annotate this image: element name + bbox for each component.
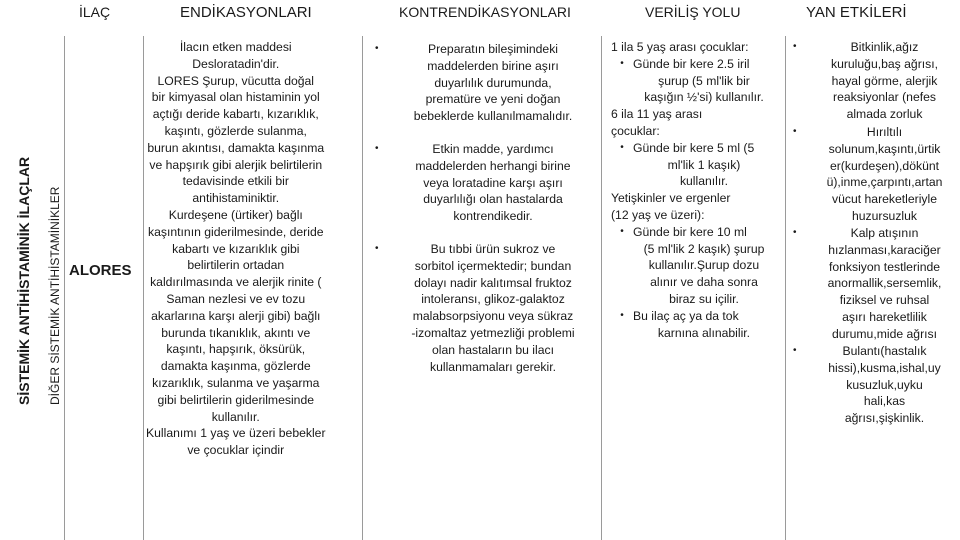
bullet-icon: • (793, 227, 797, 238)
side-effect-line: hissi),kusma,ishal,uy (828, 360, 941, 375)
side-effect-line: anormallik,sersemlik, (827, 276, 942, 291)
side-effect-item (793, 343, 956, 427)
indication-line: kaldırılmasında ve alerjik rinite ( (150, 275, 322, 290)
side-effect-line: aşırı hareketlilik (842, 309, 927, 324)
administration-line (611, 325, 783, 342)
header-ilac: İLAÇ (79, 4, 111, 20)
side-effect-item (793, 225, 956, 343)
contraindication-line: -izomaltaz yetmezliği problemi (411, 325, 575, 340)
contraindication-line: malabsorpsiyonu veya sükraz (412, 309, 574, 324)
administration-line (611, 56, 783, 73)
contraindication-line: Bu tıbbi ürün sukroz ve (430, 242, 556, 256)
contraindication-line: kullanmamaları gerekir. (430, 359, 556, 374)
contraindication-line-text (395, 241, 591, 375)
administration-column (611, 39, 783, 341)
administration-text: (12 yaş ve üzeri): (611, 207, 705, 222)
side-effect-line: ağrısı,şişkinlik. (844, 411, 925, 426)
indication-line: Kullanımı 1 yaş ve üzeri bebekler (146, 426, 326, 441)
side-effect-line: durumu,mide ağrısı (832, 326, 937, 341)
administration-line (611, 241, 783, 258)
contraindication-item (375, 241, 591, 375)
administration-line (611, 257, 783, 274)
administration-text: çocuklar: (611, 123, 660, 138)
column-divider (362, 36, 363, 540)
administration-text: ml'lik 1 kaşık) (667, 157, 741, 172)
administration-line (611, 157, 783, 174)
column-divider (64, 36, 65, 540)
contraindication-line: maddelerden birine aşırı (427, 58, 559, 73)
administration-line (611, 207, 783, 224)
contraindication-line: Preparatın bileşimindeki (427, 42, 559, 56)
indications-column (146, 39, 326, 459)
indication-line: kaşıntı, gözlerde sulanma, (164, 123, 307, 138)
administration-text: kaşığın ½'si) kullanılır. (644, 90, 764, 105)
side-effect-line-text (813, 124, 956, 225)
administration-text: (5 ml'lik 2 kaşık) şurup (643, 241, 765, 256)
side-effect-line: Bulantı(hastalık (842, 344, 927, 358)
side-effect-line: hızlanması,karaciğer (828, 242, 941, 257)
bullet-icon: • (375, 143, 379, 154)
side-effect-line: ü),inme,çarpıntı,artan (826, 175, 943, 190)
side-effect-line: kuruluğu,baş ağrısı, (830, 56, 939, 71)
indication-line: tedavisinde etkili bir (182, 174, 289, 189)
bullet-icon: • (793, 41, 797, 52)
administration-text: şurup (5 ml'lik bir (658, 73, 750, 88)
administration-text: Günde bir kere 10 ml (633, 224, 747, 239)
bullet-icon: • (620, 225, 624, 237)
header-yan-etkileri: YAN ETKİLERİ (806, 4, 907, 21)
administration-line (611, 89, 783, 106)
bullet-icon: • (375, 243, 379, 254)
indication-line: kızarıklık, sulanma ve yaşarma (152, 375, 320, 390)
indication-line: kullanılır. (211, 409, 260, 424)
indication-line: Kurdeşene (ürtiker) bağlı (168, 207, 303, 222)
contraindication-line: intoleransı, glikoz-galaktoz (421, 292, 565, 307)
side-effect-line: er(kurdeşen),dökünt (829, 158, 940, 173)
side-effect-line: reaksiyonlar (nefes (833, 90, 936, 105)
side-effect-line: fonksiyon testlerinde (828, 259, 941, 274)
contraindication-line: duyarlılık durumunda, (434, 75, 552, 90)
side-effect-line: kusuzluk,uyku (846, 377, 923, 392)
indication-line: akarlarına karşı alerji gibi) bağlı (151, 308, 321, 323)
side-sub-title: DİĞER SİSTEMİK ANTİHİSTAMİNİKLER (48, 186, 62, 405)
administration-line (611, 308, 783, 325)
indication-line: kaşıntı, hapşırık, öksürük, (166, 342, 306, 357)
side-effect-line-text (813, 225, 956, 343)
side-effect-line: Hırıltılı (866, 125, 903, 139)
indication-line: İlacın etken maddesi (179, 40, 292, 54)
administration-line (611, 190, 783, 207)
administration-line (611, 291, 783, 308)
indication-line: ve çocuklar içindir (187, 443, 285, 458)
contraindication-line-text (395, 141, 591, 225)
side-effect-line: hali,kas (863, 394, 906, 409)
contraindication-line: duyarlılığı olan hastalarda (423, 192, 563, 207)
column-divider (785, 36, 786, 540)
administration-text: Bu ilaç aç ya da tok (633, 308, 739, 323)
side-effect-line-text (813, 343, 956, 427)
administration-text: biraz su içilir. (669, 291, 739, 306)
administration-line (611, 274, 783, 291)
side-main-title: SİSTEMİK ANTİHİSTAMİNİK İLAÇLAR (16, 156, 32, 405)
contraindication-line: prematüre ve yeni doğan (425, 92, 561, 107)
administration-text: karnına alınabilir. (657, 325, 751, 340)
bullet-icon: • (793, 126, 797, 137)
administration-text: kullanılır.Şurup dozu (648, 258, 760, 273)
drug-name: ALORES (69, 262, 132, 279)
administration-line (611, 39, 783, 56)
indication-line: Saman nezlesi ve ev tozu (166, 291, 306, 306)
side-effect-item (793, 124, 956, 225)
bullet-icon: • (620, 57, 624, 69)
administration-text: alınır ve daha sonra (650, 275, 758, 290)
indication-line: antihistaminiktir. (192, 191, 280, 206)
indication-line: kabartı ve kızarıklık gibi (172, 241, 300, 256)
administration-text: 1 ila 5 yaş arası çocuklar: (611, 40, 749, 54)
administration-line (611, 224, 783, 241)
indication-line: gibi belirtilerin giderilmesinde (157, 392, 314, 407)
indication-line: damakta kaşınma, gözlerde (160, 359, 311, 374)
side-effect-line: Kalp atışının (850, 226, 919, 240)
administration-line (611, 73, 783, 90)
bullet-icon: • (375, 43, 379, 54)
administration-line (611, 106, 783, 123)
administration-line (611, 123, 783, 140)
indication-line: LORES Şurup, vücutta doğal (157, 73, 315, 88)
side-effect-line: Bitkinlik,ağız (850, 40, 919, 54)
administration-line (611, 140, 783, 157)
indication-line: burunda tıkanıklık, akıntı ve (161, 325, 311, 340)
contraindication-line: kontrendikedir. (453, 209, 533, 224)
administration-text: Günde bir kere 5 ml (5 (633, 140, 755, 155)
indication-line: belirtilerin ortadan (187, 258, 285, 273)
contraindication-line: olan hastaların bu ilacı (432, 342, 554, 357)
administration-text: 6 ila 11 yaş arası (611, 107, 703, 122)
header-endikasyon: ENDİKASYONLARI (180, 4, 312, 21)
side-effect-line: hayal görme, alerjik (831, 73, 938, 88)
administration-text: Yetişkinler ve ergenler (611, 191, 731, 206)
contraindication-line: sorbitol içermektedir; bundan (414, 258, 572, 273)
administration-text: Günde bir kere 2.5 iril (633, 56, 750, 71)
indication-line: bir kimyasal olan histaminin yol (151, 90, 320, 105)
header-verilis-yolu: VERİLİŞ YOLU (645, 4, 741, 20)
side-effect-item (793, 39, 956, 123)
indication-line: ve hapşırık gibi alerjik belirtilerin (149, 157, 323, 172)
contraindication-line: maddelerden herhangi birine (415, 158, 571, 173)
side-effect-line: vücut hareketleriyle (832, 192, 937, 207)
bullet-icon: • (620, 309, 624, 321)
side-effect-line: huzursuzluk (851, 208, 918, 223)
administration-text: kullanılır. (679, 174, 729, 189)
column-divider (601, 36, 602, 540)
indication-line: Desloratadin'dir. (192, 56, 280, 71)
bullet-icon: • (793, 345, 797, 356)
contraindication-line: veya loratadine karşı aşırı (423, 175, 563, 190)
side-effect-line: almada zorluk (846, 107, 923, 122)
side-effect-line-text (813, 39, 956, 123)
contraindication-line-text (395, 41, 591, 125)
side-effect-line: solunum,kaşıntı,ürtik (828, 141, 941, 156)
contraindication-line: bebeklerde kullanılmamalıdır. (413, 109, 573, 124)
header-kontrendikasyon: KONTRENDİKASYONLARI (399, 4, 571, 20)
indication-line: burun akıntısı, damakta kaşınma (147, 140, 325, 155)
administration-line (611, 173, 783, 190)
column-divider (143, 36, 144, 540)
side-effect-line: fiziksel ve ruhsal (839, 293, 930, 308)
contraindication-line: Etkin madde, yardımcı (432, 142, 554, 156)
contraindication-item (375, 41, 591, 125)
indication-line: açtığı deride kabartı, kızarıklık, (152, 107, 319, 122)
bullet-icon: • (620, 141, 624, 153)
indication-line: kaşıntının giderilmesinde, deride (148, 224, 324, 239)
contraindication-item (375, 141, 591, 225)
contraindication-line: dolayı nadir kalıtımsal fruktoz (414, 275, 572, 290)
